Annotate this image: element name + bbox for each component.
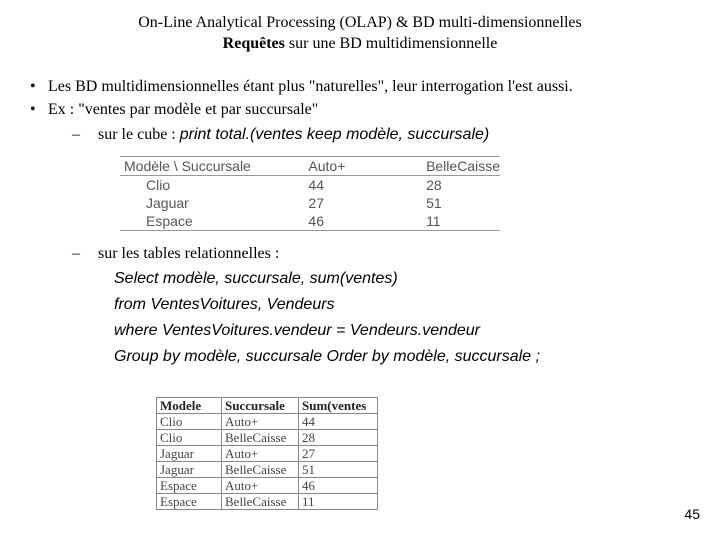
table-row	[157, 414, 378, 430]
rel-cell: BelleCaisse	[222, 462, 299, 478]
dash-marker: –	[72, 245, 80, 262]
table-row	[120, 194, 500, 212]
bullet-1	[30, 77, 573, 97]
title-line-2	[0, 33, 720, 54]
rel-cell: Espace	[157, 494, 222, 510]
rel-cell: Auto+	[222, 414, 299, 430]
table-row	[157, 462, 378, 478]
rel-cell: BelleCaisse	[222, 430, 299, 446]
rel-cell: 27	[299, 446, 378, 462]
title-line-2-rest: sur une BD multidimensionnelle	[284, 35, 498, 52]
cube-cell: 51	[426, 195, 442, 211]
table-row	[157, 494, 378, 510]
title-line-1: On-Line Analytical Processing (OLAP) & BD multi-dimensionnelles	[138, 14, 582, 31]
rel-cell: 11	[299, 494, 378, 510]
title-bold-word: Requêtes	[222, 35, 285, 52]
rel-cell: BelleCaisse	[222, 494, 299, 510]
rel-cell: 51	[299, 462, 378, 478]
table-row	[157, 430, 378, 446]
rel-table-header-row	[157, 398, 378, 414]
sql-line-3: where VentesVoitures.vendeur = Vendeurs.vendeur	[114, 322, 481, 339]
sql-line-1: Select modèle, succursale, sum(ventes)	[114, 270, 398, 287]
cube-table-header-row	[120, 157, 500, 176]
rel-cell: 46	[299, 478, 378, 494]
sub-bullet-relational-text: sur les tables relationnelles :	[98, 245, 280, 262]
cube-cell: 27	[308, 195, 324, 211]
sub-bullet-cube-prefix: sur le cube :	[98, 126, 180, 143]
cube-cell: 44	[308, 177, 324, 193]
cube-header-cell: Modèle \ Succursale	[120, 157, 262, 176]
cube-header-cell: Auto+	[262, 157, 398, 176]
bullet-1-text: Les BD multidimensionnelles étant plus "naturelles", leur interrogation l'est aussi.	[48, 78, 573, 95]
sub-bullet-cube	[72, 125, 489, 145]
rel-header-cell: Sum(ventes	[299, 398, 378, 414]
rel-cell: 28	[299, 430, 378, 446]
cube-cell: Clio	[146, 177, 171, 193]
dash-marker: –	[72, 126, 80, 143]
sql-line-2: from VentesVoitures, Vendeurs	[114, 296, 335, 313]
cube-header-cell: BelleCaisse	[398, 157, 500, 176]
relational-result-table	[156, 397, 378, 510]
table-row	[157, 478, 378, 494]
rel-cell: Clio	[157, 430, 222, 446]
cube-table	[120, 156, 500, 231]
cube-cell: 11	[398, 212, 500, 231]
cube-cell: 28	[426, 177, 442, 193]
bullet-dot: •	[30, 78, 36, 95]
slide-title	[0, 12, 720, 54]
rel-cell: Jaguar	[157, 462, 222, 478]
rel-header-cell: Modele	[157, 398, 222, 414]
rel-cell: Espace	[157, 478, 222, 494]
sql-line-4: Group by modèle, succursale Order by modèle, succursale ;	[114, 348, 540, 365]
cube-cell: Jaguar	[146, 195, 189, 211]
bullet-2	[30, 100, 318, 120]
cube-cell: 46	[262, 212, 398, 231]
rel-cell: Clio	[157, 414, 222, 430]
bullet-dot: •	[30, 101, 36, 118]
table-row	[157, 446, 378, 462]
cube-cell: Espace	[120, 212, 262, 231]
sub-bullet-relational	[72, 244, 279, 264]
cube-query-code: print total.(ventes keep modèle, succursale)	[179, 126, 490, 143]
table-row	[120, 176, 500, 195]
rel-header-cell: Succursale	[222, 398, 299, 414]
bullet-2-text: Ex : "ventes par modèle et par succursale"	[48, 101, 319, 118]
page-number: 45	[684, 506, 700, 522]
rel-cell: Auto+	[222, 478, 299, 494]
rel-cell: Auto+	[222, 446, 299, 462]
table-row	[120, 212, 500, 231]
rel-cell: 44	[299, 414, 378, 430]
rel-cell: Jaguar	[157, 446, 222, 462]
